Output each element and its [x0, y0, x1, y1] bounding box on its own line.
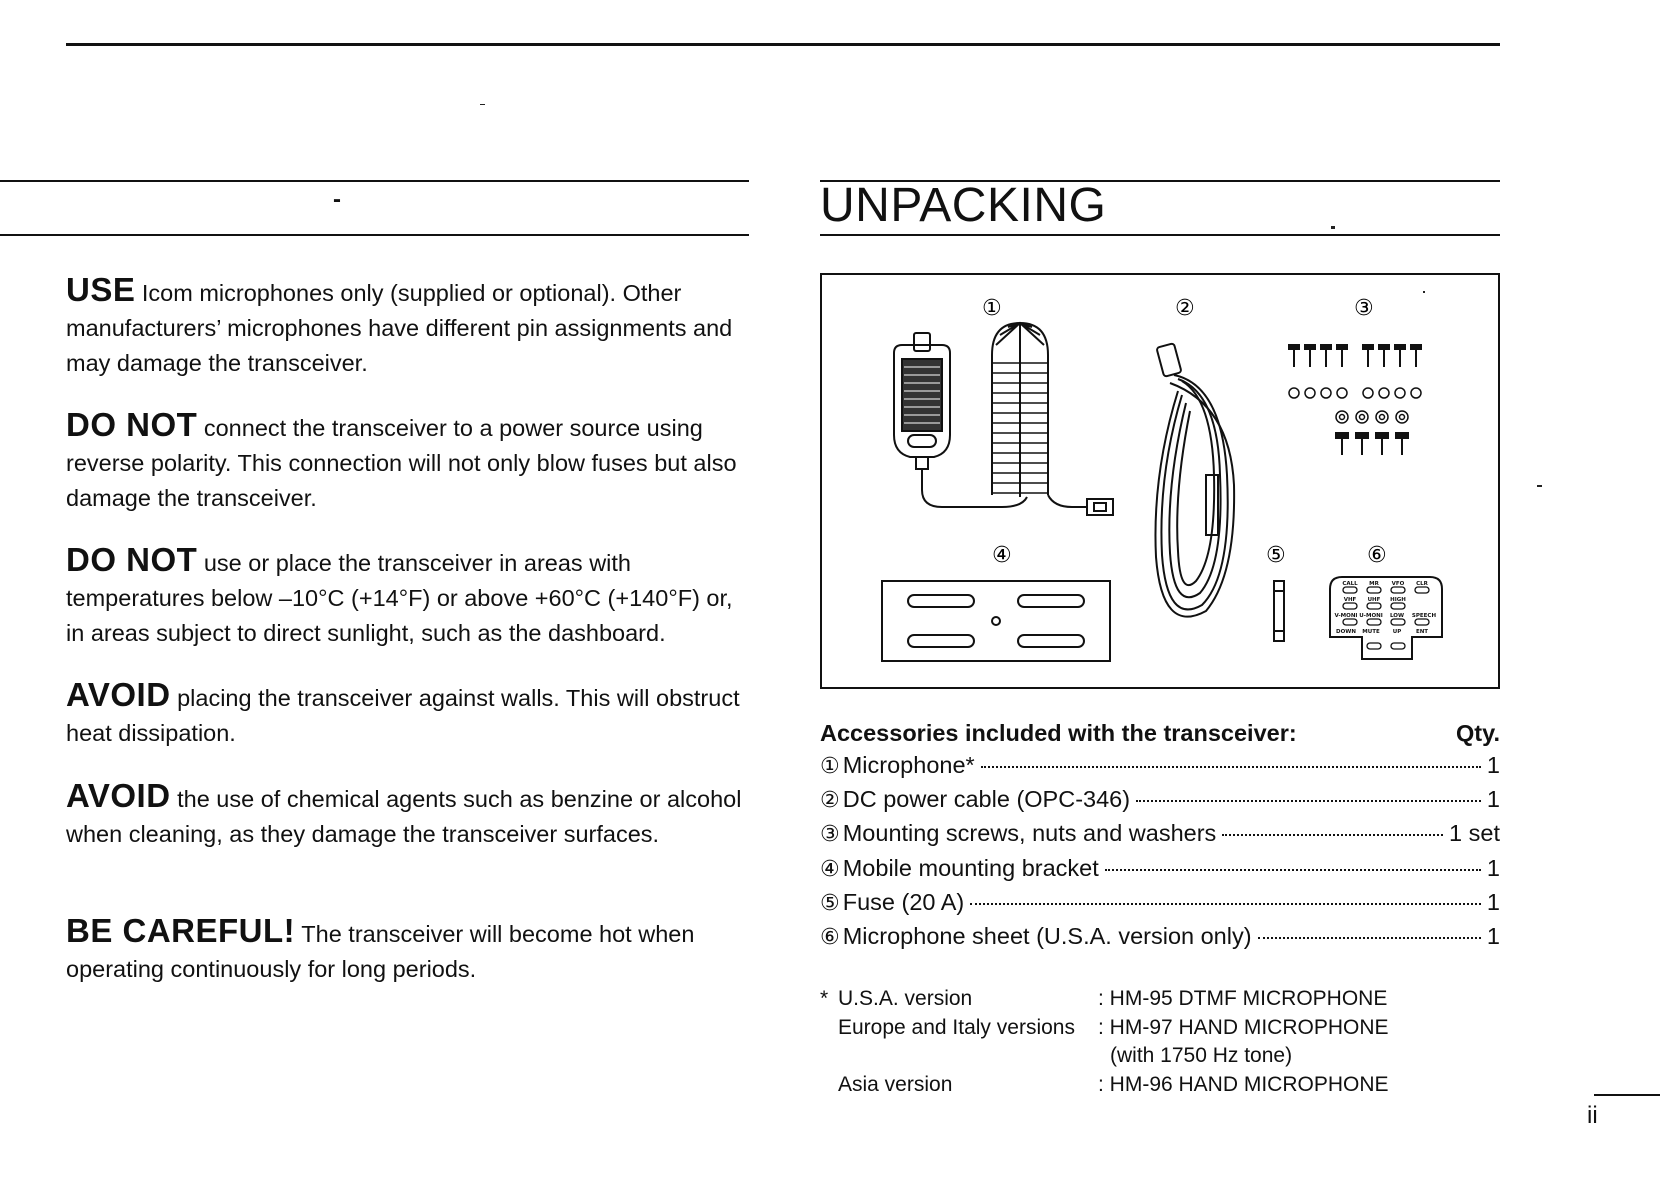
caution-text: use or place the transceiver in areas with temperatures below –10°C (+14°F) or above +60°C (+140°F) or, in areas subject to direct sunlight, such as the dashboard.	[66, 550, 733, 646]
note-model: : HM-97 HAND MICROPHONE	[1098, 1015, 1389, 1039]
scan-speck	[1537, 485, 1542, 487]
figure-number-4: ④	[992, 543, 1012, 568]
microphone-drawing	[894, 323, 1113, 515]
dot-leader	[981, 766, 1481, 768]
version-note-row	[820, 1014, 1389, 1043]
version-note-row	[820, 1042, 1389, 1071]
top-rule	[66, 43, 1500, 46]
version-notes	[820, 985, 1389, 1099]
note-mark	[820, 1042, 838, 1071]
accessory-qty: 1	[1486, 786, 1500, 813]
accessories-heading	[820, 720, 1500, 747]
note-model: (with 1750 Hz tone)	[1110, 1044, 1293, 1067]
keypad-label: UHF	[1367, 597, 1381, 603]
keypad-label: V-MONI	[1334, 613, 1358, 619]
accessory-item	[820, 786, 1500, 820]
keypad-label: LOW	[1389, 613, 1405, 619]
accessory-item	[820, 752, 1500, 786]
keypad-label: CALL	[1342, 581, 1358, 587]
caution-text: placing the transceiver against walls. This will obstruct heat dissipation.	[66, 685, 740, 746]
dot-leader	[970, 903, 1481, 905]
dot-leader	[1222, 834, 1443, 836]
note-model: : HM-95 DTMF MICROPHONE	[1098, 987, 1388, 1010]
caution-text: the use of chemical agents such as benzine or alcohol when cleaning, as they damage the transceiver surfaces.	[66, 786, 742, 847]
mounting-bracket-drawing	[882, 581, 1110, 661]
accessory-name: Fuse (20 A)	[842, 888, 965, 915]
caution-temperature	[66, 542, 749, 651]
figure-number-6: ⑥	[1367, 543, 1387, 568]
microphone-sheet-drawing	[1330, 577, 1442, 659]
left-header-mark: -	[333, 186, 341, 213]
accessory-name: DC power cable (OPC-346)	[842, 786, 1131, 813]
left-header-rule-top	[0, 180, 749, 182]
note-mark	[820, 1071, 838, 1100]
qty-heading: Qty.	[1456, 720, 1500, 746]
accessories-list	[820, 752, 1500, 957]
accessories-heading-text: Accessories included with the transceiver:	[820, 720, 1297, 746]
scan-speck	[480, 104, 485, 105]
page-number-rule	[1594, 1094, 1660, 1096]
accessory-number: ⑤	[820, 890, 840, 916]
note-version: U.S.A. version	[838, 987, 973, 1010]
keypad-label: UP	[1392, 629, 1402, 635]
keypad-label: DOWN	[1336, 629, 1356, 635]
note-version: Asia version	[838, 1072, 953, 1096]
keypad-label: ENT	[1415, 629, 1429, 635]
keypad-label: VHF	[1343, 597, 1357, 603]
caution-keyword: BE CAREFUL!	[66, 912, 296, 949]
accessory-item	[820, 855, 1500, 889]
caution-use-icom-mics	[66, 272, 749, 381]
fuse-drawing	[1274, 581, 1284, 641]
caution-text: connect the transceiver to a power source using reverse polarity. This connection will not only blow fuses but also damage the transceiver.	[66, 415, 737, 511]
caution-text: The transceiver will become hot when operating continuously for long periods.	[66, 921, 695, 982]
accessory-number: ④	[820, 856, 840, 882]
accessory-qty: 1	[1486, 752, 1500, 778]
dot-leader	[1105, 869, 1481, 871]
caution-walls	[66, 677, 749, 751]
version-note-row	[820, 1071, 1389, 1100]
accessory-item	[820, 820, 1500, 854]
accessory-number: ②	[820, 788, 840, 814]
section-title: UNPACKING	[820, 179, 1107, 232]
caution-keyword: DO NOT	[66, 406, 198, 443]
keypad-label: VFO	[1391, 581, 1405, 587]
accessory-number: ③	[820, 822, 840, 848]
note-model: : HM-96 HAND MICROPHONE	[1098, 1072, 1389, 1096]
accessories-figure	[820, 273, 1500, 689]
accessory-number: ①	[820, 754, 840, 779]
accessory-qty: 1	[1486, 888, 1500, 915]
caution-reverse-polarity	[66, 407, 749, 516]
accessory-name: Microphone*	[842, 752, 975, 778]
caution-hot	[66, 913, 749, 987]
accessory-name: Mounting screws, nuts and washers	[842, 820, 1217, 847]
keypad-label: SPEECH	[1411, 613, 1437, 619]
accessory-item	[820, 923, 1500, 957]
note-mark	[820, 1014, 838, 1043]
keypad-label: U-MONI	[1359, 613, 1383, 619]
figure-number-1: ①	[982, 296, 1002, 321]
figure-number-3: ③	[1354, 296, 1374, 321]
caution-keyword: USE	[66, 271, 136, 308]
version-note-row	[820, 985, 1389, 1014]
keypad-label: HIGH	[1390, 597, 1406, 603]
accessory-name: Microphone sheet (U.S.A. version only)	[842, 922, 1252, 949]
caution-keyword: DO NOT	[66, 541, 198, 578]
keypad-label: MUTE	[1362, 629, 1380, 635]
accessory-qty: 1	[1486, 922, 1500, 949]
accessory-qty: 1	[1486, 854, 1500, 881]
scan-speck	[1331, 226, 1335, 229]
caution-text: Icom microphones only (supplied or optional). Other manufacturers’ microphones have different pin assignments and may damage the transceiver.	[66, 280, 733, 376]
left-header-rule-bottom	[0, 234, 749, 236]
accessory-qty: 1 set	[1449, 820, 1500, 847]
accessory-item	[820, 889, 1500, 923]
note-mark: *	[820, 987, 829, 1010]
accessory-number: ⑥	[820, 924, 840, 950]
caution-keyword: AVOID	[66, 777, 171, 814]
keypad-label: CLR	[1416, 581, 1428, 587]
screws-drawing	[1289, 345, 1421, 455]
note-version	[838, 1042, 1098, 1071]
keypad-label: MR	[1369, 581, 1379, 587]
accessory-name: Mobile mounting bracket	[842, 854, 1099, 881]
caution-keyword: AVOID	[66, 676, 171, 713]
note-version: Europe and Italy versions	[838, 1015, 1075, 1039]
page-number: ii	[1587, 1102, 1598, 1129]
dc-power-cable-drawing	[1155, 343, 1234, 616]
figure-number-5: ⑤	[1266, 543, 1286, 568]
caution-chemicals	[66, 778, 749, 852]
dot-leader	[1258, 937, 1481, 939]
dot-leader	[1136, 800, 1481, 802]
figure-number-2: ②	[1175, 296, 1195, 321]
right-header-rule-bottom	[820, 234, 1500, 236]
accessories-illustration	[822, 275, 1502, 691]
